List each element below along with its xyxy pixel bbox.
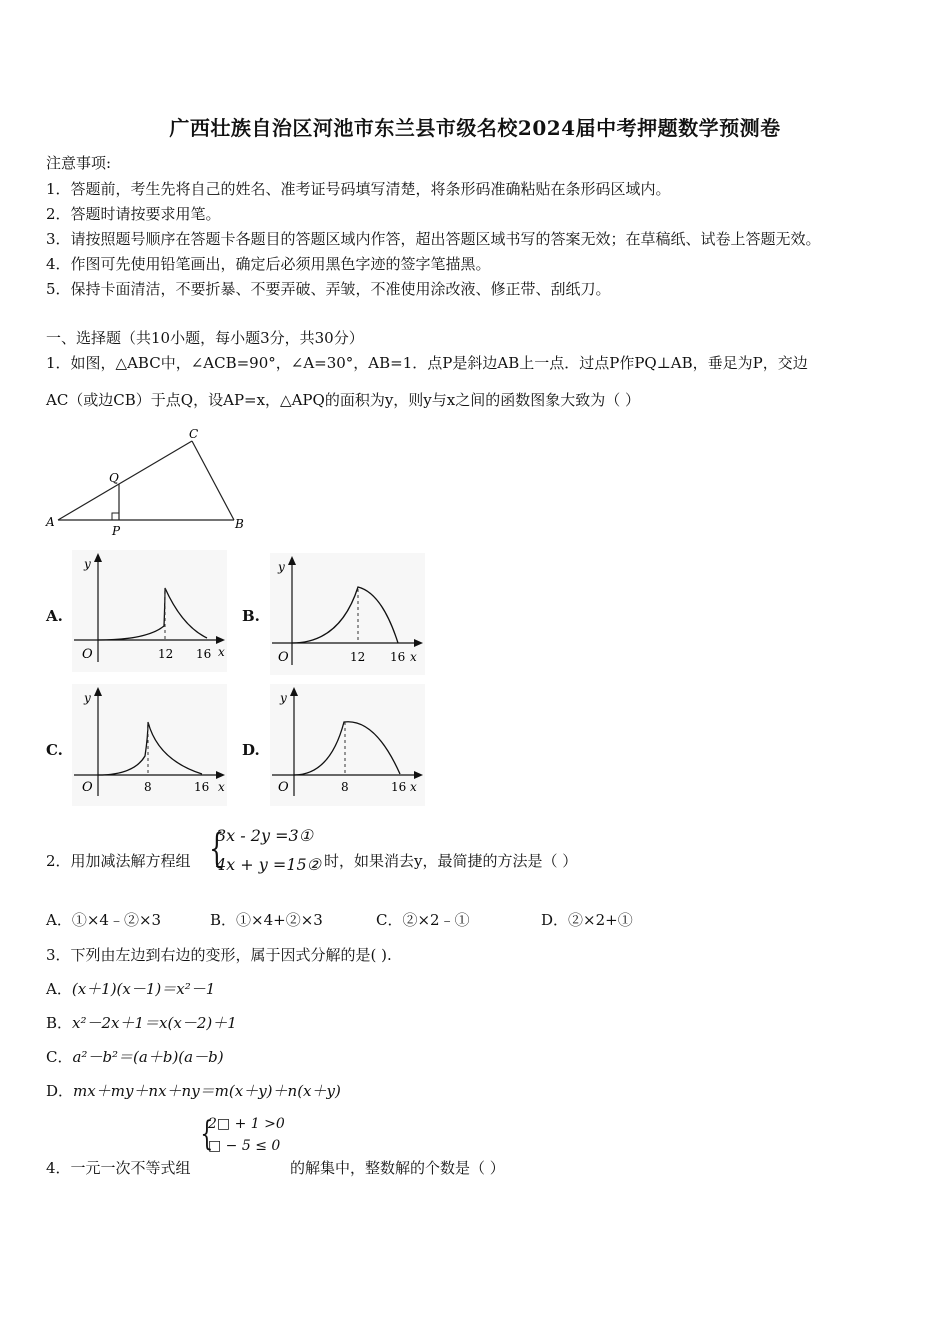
notes-heading: 注意事项:: [46, 154, 112, 172]
option-label: B．: [46, 1014, 73, 1032]
note-item: 1．答题前，考生先将自己的姓名、准考证号码填写清楚，将条形码准确粘贴在条形码区域内。: [46, 180, 671, 198]
question-1-line2: AC（或边CB）于点Q，设AP=x，△APQ的面积为y，则y与x之间的函数图象大致为（ ）: [46, 391, 640, 409]
side-ac: [58, 441, 192, 520]
question-2-suffix: 时，如果消去y，最简捷的方法是（ ）: [324, 852, 578, 870]
label-a: A: [46, 515, 55, 529]
question-2-prefix: 2．用加减法解方程组: [46, 852, 191, 870]
origin-label: O: [82, 780, 93, 795]
label-c: C: [189, 427, 199, 441]
x-label: x: [218, 780, 225, 794]
option-label: C．: [46, 1048, 73, 1066]
q2-option-a[interactable]: A．①×4﹣②×3: [46, 911, 162, 929]
y-label: y: [84, 691, 91, 705]
y-label: y: [278, 560, 285, 574]
q3-option-a[interactable]: [46, 978, 215, 999]
graph-option-d[interactable]: [270, 684, 425, 806]
tick-end: 16: [196, 647, 212, 661]
inequality-2: □ − 5 ≤ 0: [208, 1138, 281, 1154]
label-b: B: [235, 517, 244, 531]
q2-option-d[interactable]: D．②×2+①: [541, 911, 633, 929]
option-d-label[interactable]: D.: [242, 741, 260, 759]
origin-label: O: [82, 647, 93, 662]
tick-peak: 12: [350, 650, 366, 664]
note-item: 5．保持卡面清洁，不要折暴、不要弄破、弄皱，不准使用涂改液、修正带、刮纸刀。: [46, 280, 611, 298]
tick-end: 16: [194, 780, 210, 794]
option-expression: a²－b²＝(a＋b)(a－b): [72, 1048, 224, 1066]
tick-peak: 12: [158, 647, 174, 661]
q3-option-d[interactable]: [46, 1080, 341, 1101]
option-b-label[interactable]: B.: [242, 607, 260, 625]
note-item: 2．答题时请按要求用笔。: [46, 205, 221, 223]
tick-peak: 8: [341, 780, 349, 794]
q2-option-c[interactable]: C．②×2﹣①: [376, 911, 470, 929]
option-c-label[interactable]: C.: [46, 741, 63, 759]
system-brace: {: [209, 826, 225, 872]
option-label: A．: [46, 980, 72, 998]
tick-end: 16: [390, 650, 406, 664]
graph-option-b[interactable]: [270, 553, 425, 675]
tick-peak: 8: [144, 780, 152, 794]
side-bc: [192, 441, 234, 520]
inequality-1: 2□ + 1 >0: [208, 1116, 285, 1132]
section-heading: 一、选择题（共10小题，每小题3分，共30分）: [46, 329, 364, 347]
x-label: x: [410, 780, 417, 794]
equation-2: 4x + y =15②: [216, 855, 322, 874]
note-item: 4．作图可先使用铅笔画出，确定后必须用黑色字迹的签字笔描黑。: [46, 255, 491, 273]
question-4-suffix: 的解集中，整数解的个数是（ ）: [290, 1159, 505, 1177]
tick-end: 16: [391, 780, 407, 794]
q3-option-c[interactable]: [46, 1046, 224, 1067]
y-label: y: [280, 691, 287, 705]
option-label: D．: [46, 1082, 74, 1100]
y-label: y: [84, 557, 91, 571]
triangle-figure: [44, 425, 249, 540]
q3-option-b[interactable]: [46, 1012, 237, 1033]
inequality-brace: {: [200, 1114, 214, 1154]
q2-option-b[interactable]: B．①×4+②×3: [210, 911, 323, 929]
origin-label: O: [278, 780, 289, 795]
graph-option-a[interactable]: [72, 550, 227, 672]
option-expression: x²－2x＋1＝x(x－2)＋1: [72, 1014, 237, 1032]
x-label: x: [410, 650, 417, 664]
right-angle-mark: [112, 513, 119, 520]
note-item: 3．请按照题号顺序在答题卡各题目的答题区域内作答，超出答题区域书写的答案无效；在草稿纸、试卷上答题无效。: [46, 230, 821, 248]
equation-1: 3x - 2y =3①: [216, 826, 314, 845]
origin-label: O: [278, 650, 289, 665]
option-expression: mx＋my＋nx＋ny＝m(x＋y)＋n(x＋y): [73, 1082, 341, 1100]
option-expression: (x＋1)(x－1)＝x²－1: [71, 980, 216, 998]
question-3-stem: 3．下列由左边到右边的变形，属于因式分解的是( ).: [46, 946, 392, 964]
question-1-line1: 1．如图，△ABC中，∠ACB=90°，∠A=30°，AB=1．点P是斜边AB上一点．过点P作PQ⊥AB，垂足为P，交边: [46, 354, 808, 372]
option-a-label[interactable]: A.: [46, 607, 63, 625]
graph-option-c[interactable]: [72, 684, 227, 806]
label-q: Q: [109, 471, 119, 485]
label-p: P: [112, 524, 121, 538]
x-label: x: [218, 645, 225, 659]
page-title: 广西壮族自治区河池市东兰县市级名校2024届中考押题数学预测卷: [169, 116, 781, 140]
question-4-prefix: 4．一元一次不等式组: [46, 1159, 191, 1177]
